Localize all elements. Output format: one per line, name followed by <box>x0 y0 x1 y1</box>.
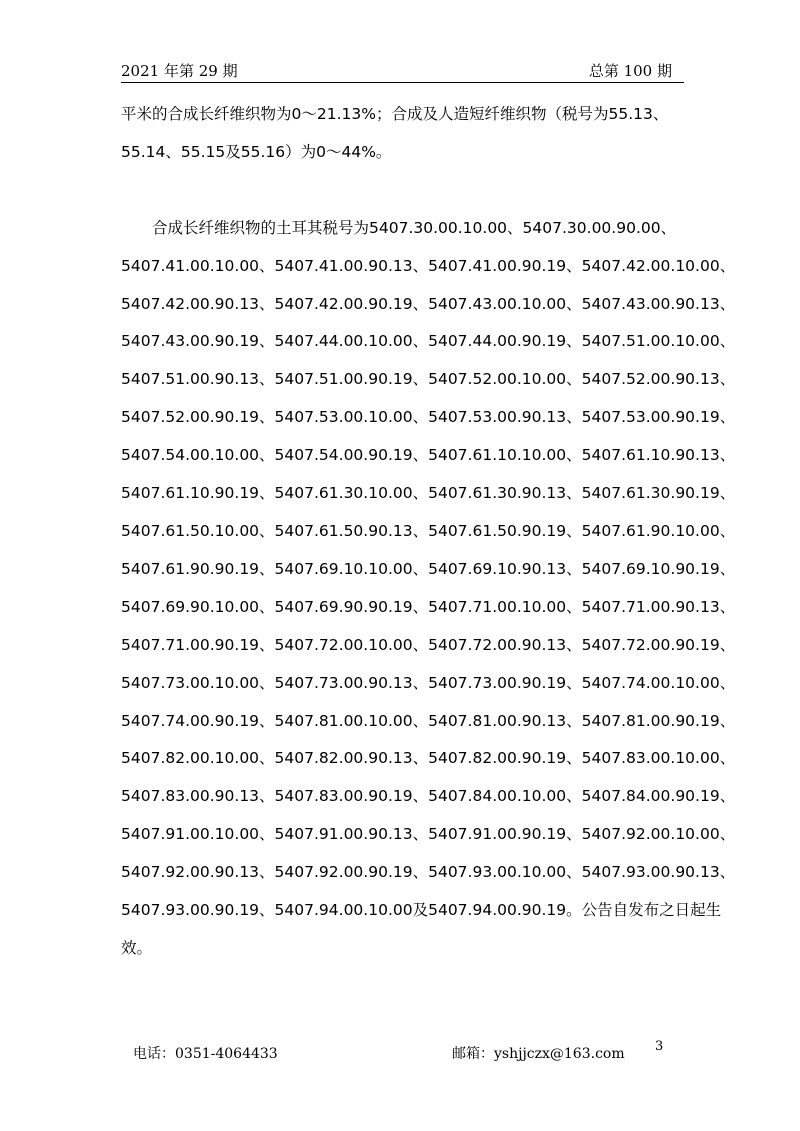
text-line: 5407.51.00.90.13、5407.51.00.90.19、5407.52.00.10.00、5407.52.00.90.13、 <box>121 370 736 389</box>
text-line: 5407.92.00.90.13、5407.92.00.90.19、5407.93.00.10.00、5407.93.00.90.13、 <box>121 863 736 882</box>
paragraph-start: 合成长纤维织物的土耳其税号为5407.30.00.10.00、5407.30.00.90.00、 <box>152 218 677 237</box>
text-line: 5407.43.00.90.19、5407.44.00.10.00、5407.44.00.90.19、5407.51.00.10.00、 <box>121 332 736 351</box>
text-line: 5407.61.90.90.19、5407.69.10.10.00、5407.69.10.90.13、5407.69.10.90.19、 <box>121 559 736 578</box>
text-line: 5407.91.00.10.00、5407.91.00.90.13、5407.91.00.90.19、5407.92.00.10.00、 <box>121 825 736 844</box>
text-line: 5407.74.00.90.19、5407.81.00.10.00、5407.81.00.90.13、5407.81.00.90.19、 <box>121 711 736 730</box>
text-line: 5407.82.00.10.00、5407.82.00.90.13、5407.82.00.90.19、5407.83.00.10.00、 <box>121 749 736 768</box>
text-line: 5407.83.00.90.13、5407.83.00.90.19、5407.84.00.10.00、5407.84.00.90.19、 <box>121 787 736 806</box>
contact-email: 邮箱：yshjjczx@163.com <box>452 1046 625 1062</box>
text-line: 5407.61.50.10.00、5407.61.50.90.13、5407.61.50.90.19、5407.61.90.10.00、 <box>121 521 736 540</box>
page-header <box>121 58 684 83</box>
article-body <box>121 96 736 968</box>
text-line: 效。 <box>121 938 153 957</box>
text-line: 5407.54.00.10.00、5407.54.00.90.19、5407.61.10.10.00、5407.61.10.90.13、 <box>121 446 736 465</box>
text-line: 5407.73.00.10.00、5407.73.00.90.13、5407.73.00.90.19、5407.74.00.10.00、 <box>121 673 736 692</box>
issue-number: 2021 年第 29 期 <box>121 62 238 80</box>
total-issue-number: 总第 100 期 <box>588 62 672 80</box>
text-line: 5407.41.00.10.00、5407.41.00.90.13、5407.41.00.90.19、5407.42.00.10.00、 <box>121 256 736 275</box>
blank-line <box>121 172 691 210</box>
text-line: 5407.42.00.90.13、5407.42.00.90.19、5407.43.00.10.00、5407.43.00.90.13、 <box>121 294 736 313</box>
text-line: 5407.93.00.90.19、5407.94.00.10.00及5407.94.00.90.19。公告自发布之日起生 <box>121 901 722 920</box>
page-number: 3 <box>655 1039 664 1054</box>
text-line: 5407.71.00.90.19、5407.72.00.10.00、5407.72.00.90.13、5407.72.00.90.19、 <box>121 635 736 654</box>
text-line: 5407.69.90.10.00、5407.69.90.90.19、5407.71.00.10.00、5407.71.00.90.13、 <box>121 597 736 616</box>
text-line: 5407.61.10.90.19、5407.61.30.10.00、5407.61.30.90.13、5407.61.30.90.19、 <box>121 484 736 503</box>
contact-phone: 电话：0351-4064433 <box>133 1046 278 1062</box>
text-line: 55.14、55.15及55.16）为0～44%。 <box>121 142 392 161</box>
text-line: 平米的合成长纤维织物为0～21.13%；合成及人造短纤维织物（税号为55.13、 <box>121 105 669 123</box>
text-line: 5407.52.00.90.19、5407.53.00.10.00、5407.53.00.90.13、5407.53.00.90.19、 <box>121 408 736 427</box>
